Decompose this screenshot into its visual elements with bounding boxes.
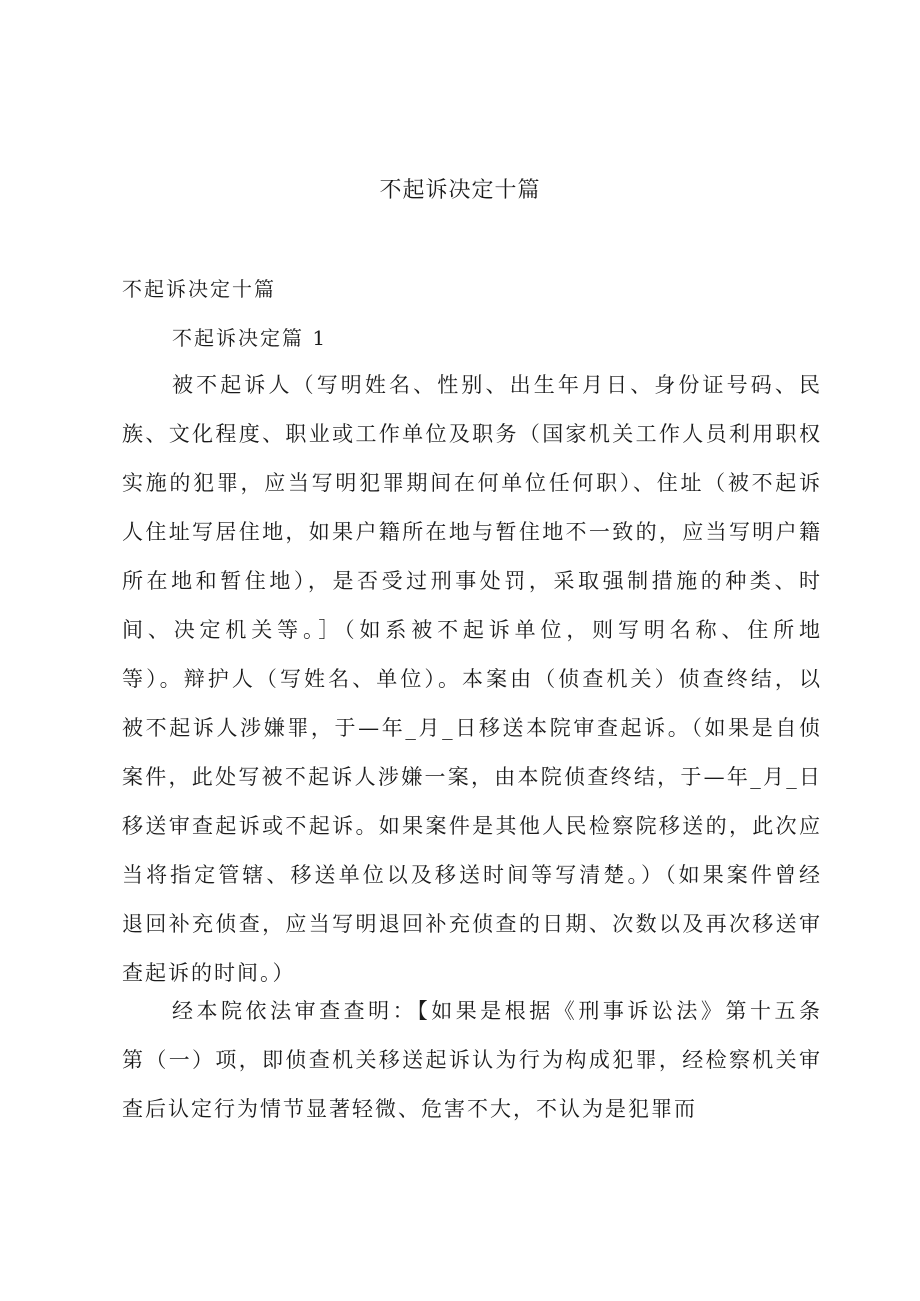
paragraph-line: 等）。辩护人（写姓名、单位）。本案由（侦查机关）侦查终结，以 — [122, 667, 822, 691]
paragraph-line: 被不起诉人（写明姓名、性别、出生年月日、身份证号码、民 — [172, 373, 822, 397]
paragraph-2 — [122, 987, 822, 1134]
paragraph-line: 查后认定行为情节显著轻微、危害不大，不认为是犯罪而 — [122, 1097, 697, 1121]
paragraph-line: 实施的犯罪，应当写明犯罪期间在何单位任何职）、住址（被不起诉 — [122, 471, 822, 495]
paragraph-1 — [122, 361, 822, 998]
paragraph-line: 所在地和暂住地），是否受过刑事处罚，采取强制措施的种类、时 — [122, 569, 822, 593]
document-title: 不起诉决定十篇 — [379, 178, 541, 203]
paragraph-line: 案件，此处写被不起诉人涉嫌一案，由本院侦查终结，于—年_月_日 — [122, 765, 822, 789]
paragraph-line: 族、文化程度、职业或工作单位及职务（国家机关工作人员利用职权 — [122, 422, 822, 446]
paragraph-line: 人住址写居住地，如果户籍所在地与暂住地不一致的，应当写明户籍 — [122, 520, 822, 544]
paragraph-line: 间、决定机关等。］（如系被不起诉单位，则写明名称、住所地 — [122, 618, 822, 642]
document-subtitle: 不起诉决定十篇 — [122, 277, 276, 301]
paragraph-line: 第（一）项，即侦查机关移送起诉认为行为构成犯罪，经检察机关审 — [122, 1048, 822, 1072]
paragraph-line: 退回补充侦查，应当写明退回补充侦查的日期、次数以及再次移送审 — [122, 912, 822, 936]
paragraph-line: 移送审查起诉或不起诉。如果案件是其他人民检察院移送的，此次应 — [122, 814, 822, 838]
paragraph-line: 经本院依法审查查明：【如果是根据《刑事诉讼法》第十五条 — [172, 999, 822, 1023]
section-heading: 不起诉决定篇 1 — [172, 326, 328, 350]
paragraph-line: 当将指定管辖、移送单位以及移送时间等写清楚。）（如果案件曾经 — [122, 863, 822, 887]
paragraph-line: 查起诉的时间。） — [122, 961, 296, 985]
paragraph-line: 被不起诉人涉嫌罪，于—年_月_日移送本院审查起诉。（如果是自侦 — [122, 716, 822, 740]
